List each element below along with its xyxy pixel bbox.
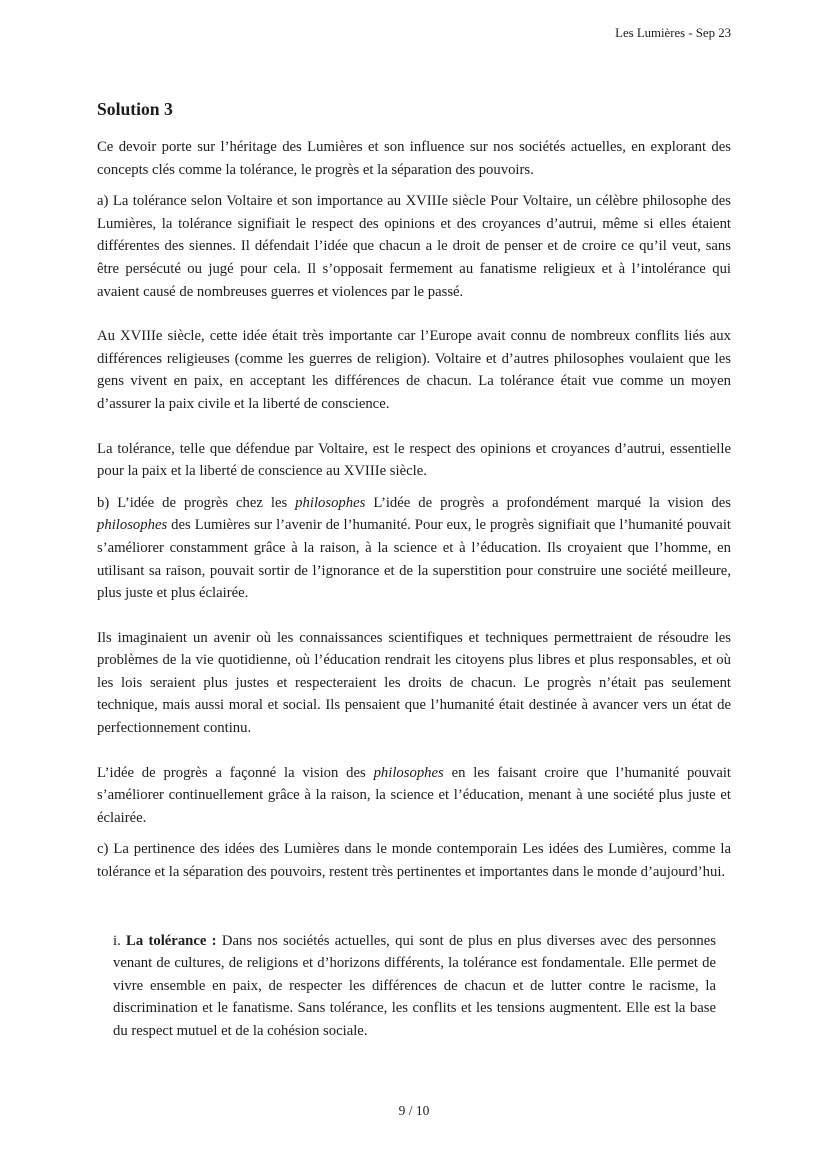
text-segment-italic: philosophes xyxy=(373,764,444,781)
text-segment-italic: philosophes xyxy=(97,517,168,534)
page-number: 9 / 10 xyxy=(398,1103,430,1118)
section-title: Solution 3 xyxy=(97,99,173,119)
paragraph-b-idee-de-progres xyxy=(97,492,731,605)
text-segment-normal: Au XVIIIe siècle, cette idée était très importante car l’Europe avait connu de nombreux conflits liés aux différences religieuses (comme les guerres de religion). Voltaire et d’autres philosophes voulaient que les gens vivent en paix, en acceptant les différences de chacun. La tolérance était vue comme un moyen d’assurer la paix civile et la liberté de conscience. xyxy=(97,328,731,412)
text-segment-normal: Ce devoir porte sur l’héritage des Lumières et son influence sur nos sociétés actuelles, en explorant des concepts clés comme la tolérance, le progrès et la séparation des pouvoirs. xyxy=(97,139,731,178)
paragraph-a-tolerance-voltaire xyxy=(97,190,731,303)
text-segment-normal: b) L’idée de progrès chez les xyxy=(97,494,296,511)
text-segment-normal: a) La tolérance selon Voltaire et son importance au XVIIIe siècle Pour Voltaire, un célèbre philosophe des Lumières, la tolérance signifiait le respect des opinions et des croyances d’autrui, même si elles étaient différentes des siennes. Il défendait l’idée que chacun a le droit de penser et de croire ce qu’il veut, sans être persécuté ou jugé pour cela. Il s’opposait fermement au fanatisme religieux et à l’intolérance qui avaient causé de nombreuses guerres et violences par le passé. xyxy=(97,193,731,300)
paragraph-c-pertinence xyxy=(97,838,731,883)
text-segment-bold: La tolérance : xyxy=(126,932,217,949)
text-segment-normal: i. xyxy=(113,932,127,949)
text-segment-normal: L’idée de progrès a façonné la vision des xyxy=(97,764,374,781)
paragraph-au-xviiie-siecle xyxy=(97,325,731,415)
text-segment-normal: La tolérance, telle que défendue par Voltaire, est le respect des opinions et croyances d’autrui, essentielle pour la paix et la liberté de conscience au XVIIIe siècle. xyxy=(97,440,731,480)
running-header: Les Lumières - Sep 23 xyxy=(615,26,731,40)
paragraph-ils-imaginaient xyxy=(97,627,731,740)
page-content xyxy=(97,26,731,1043)
text-segment-normal: c) La pertinence des idées des Lumières dans le monde contemporain Les idées des Lumières, comme la tolérance et la séparation des pouvoirs, restent très pertinentes et importantes dans le monde d’aujourd’hui. xyxy=(97,841,731,881)
paragraph-intro xyxy=(97,136,731,181)
page-footer xyxy=(0,1103,828,1119)
text-segment-italic: philosophes xyxy=(295,494,366,511)
text-segment-normal: en les faisant croire que l’humanité pouvait s’améliorer continuellement grâce à la raison, la science et l’éducation, menant à une société plus juste et éclairée. xyxy=(97,764,731,826)
paragraph-progres-resume xyxy=(97,762,731,830)
text-segment-normal: Dans nos sociétés actuelles, qui sont de plus en plus diverses avec des personnes venant de cultures, de religions et d’horizons différents, la tolérance est fondamentale. Elle permet de vivre ensemble en paix, de respecter les différences de chacun et de lutter contre le racisme, la discrimination et le fanatisme. Sans tolérance, les conflits et les tensions augmentent. Elle est la base du respect mutuel et de la cohésion sociale. xyxy=(113,932,716,1039)
paragraph-tolerance-resume xyxy=(97,438,731,483)
text-segment-normal: L’idée de progrès a profondément marqué la vision des xyxy=(365,494,732,511)
document-body xyxy=(97,136,731,1043)
text-segment-normal: Ils imaginaient un avenir où les connaissances scientifiques et techniques permettraient de résoudre les problèmes de la vie quotidienne, où l’éducation rendrait les citoyens plus libres et plus responsables, et où les lois seraient plus justes et respecteraient les droits de chacun. Le progrès n’était pas seulement technique, mais aussi moral et social. Ils pensaient que l’humanité était destinée à avancer vers un état de perfectionnement continu. xyxy=(97,629,731,737)
text-segment-normal: des Lumières sur l’avenir de l’humanité. Pour eux, le progrès signifiait que l’humanité pouvait s’améliorer constamment grâce à la raison, à la science et à l’éducation. Ils croyaient que l’homme, en utilisant sa raison, pouvait sortir de l’ignorance et de la superstition pour construire une société meilleure, plus juste et plus éclairée. xyxy=(97,517,731,602)
paragraph-i-la-tolerance xyxy=(113,930,716,1043)
